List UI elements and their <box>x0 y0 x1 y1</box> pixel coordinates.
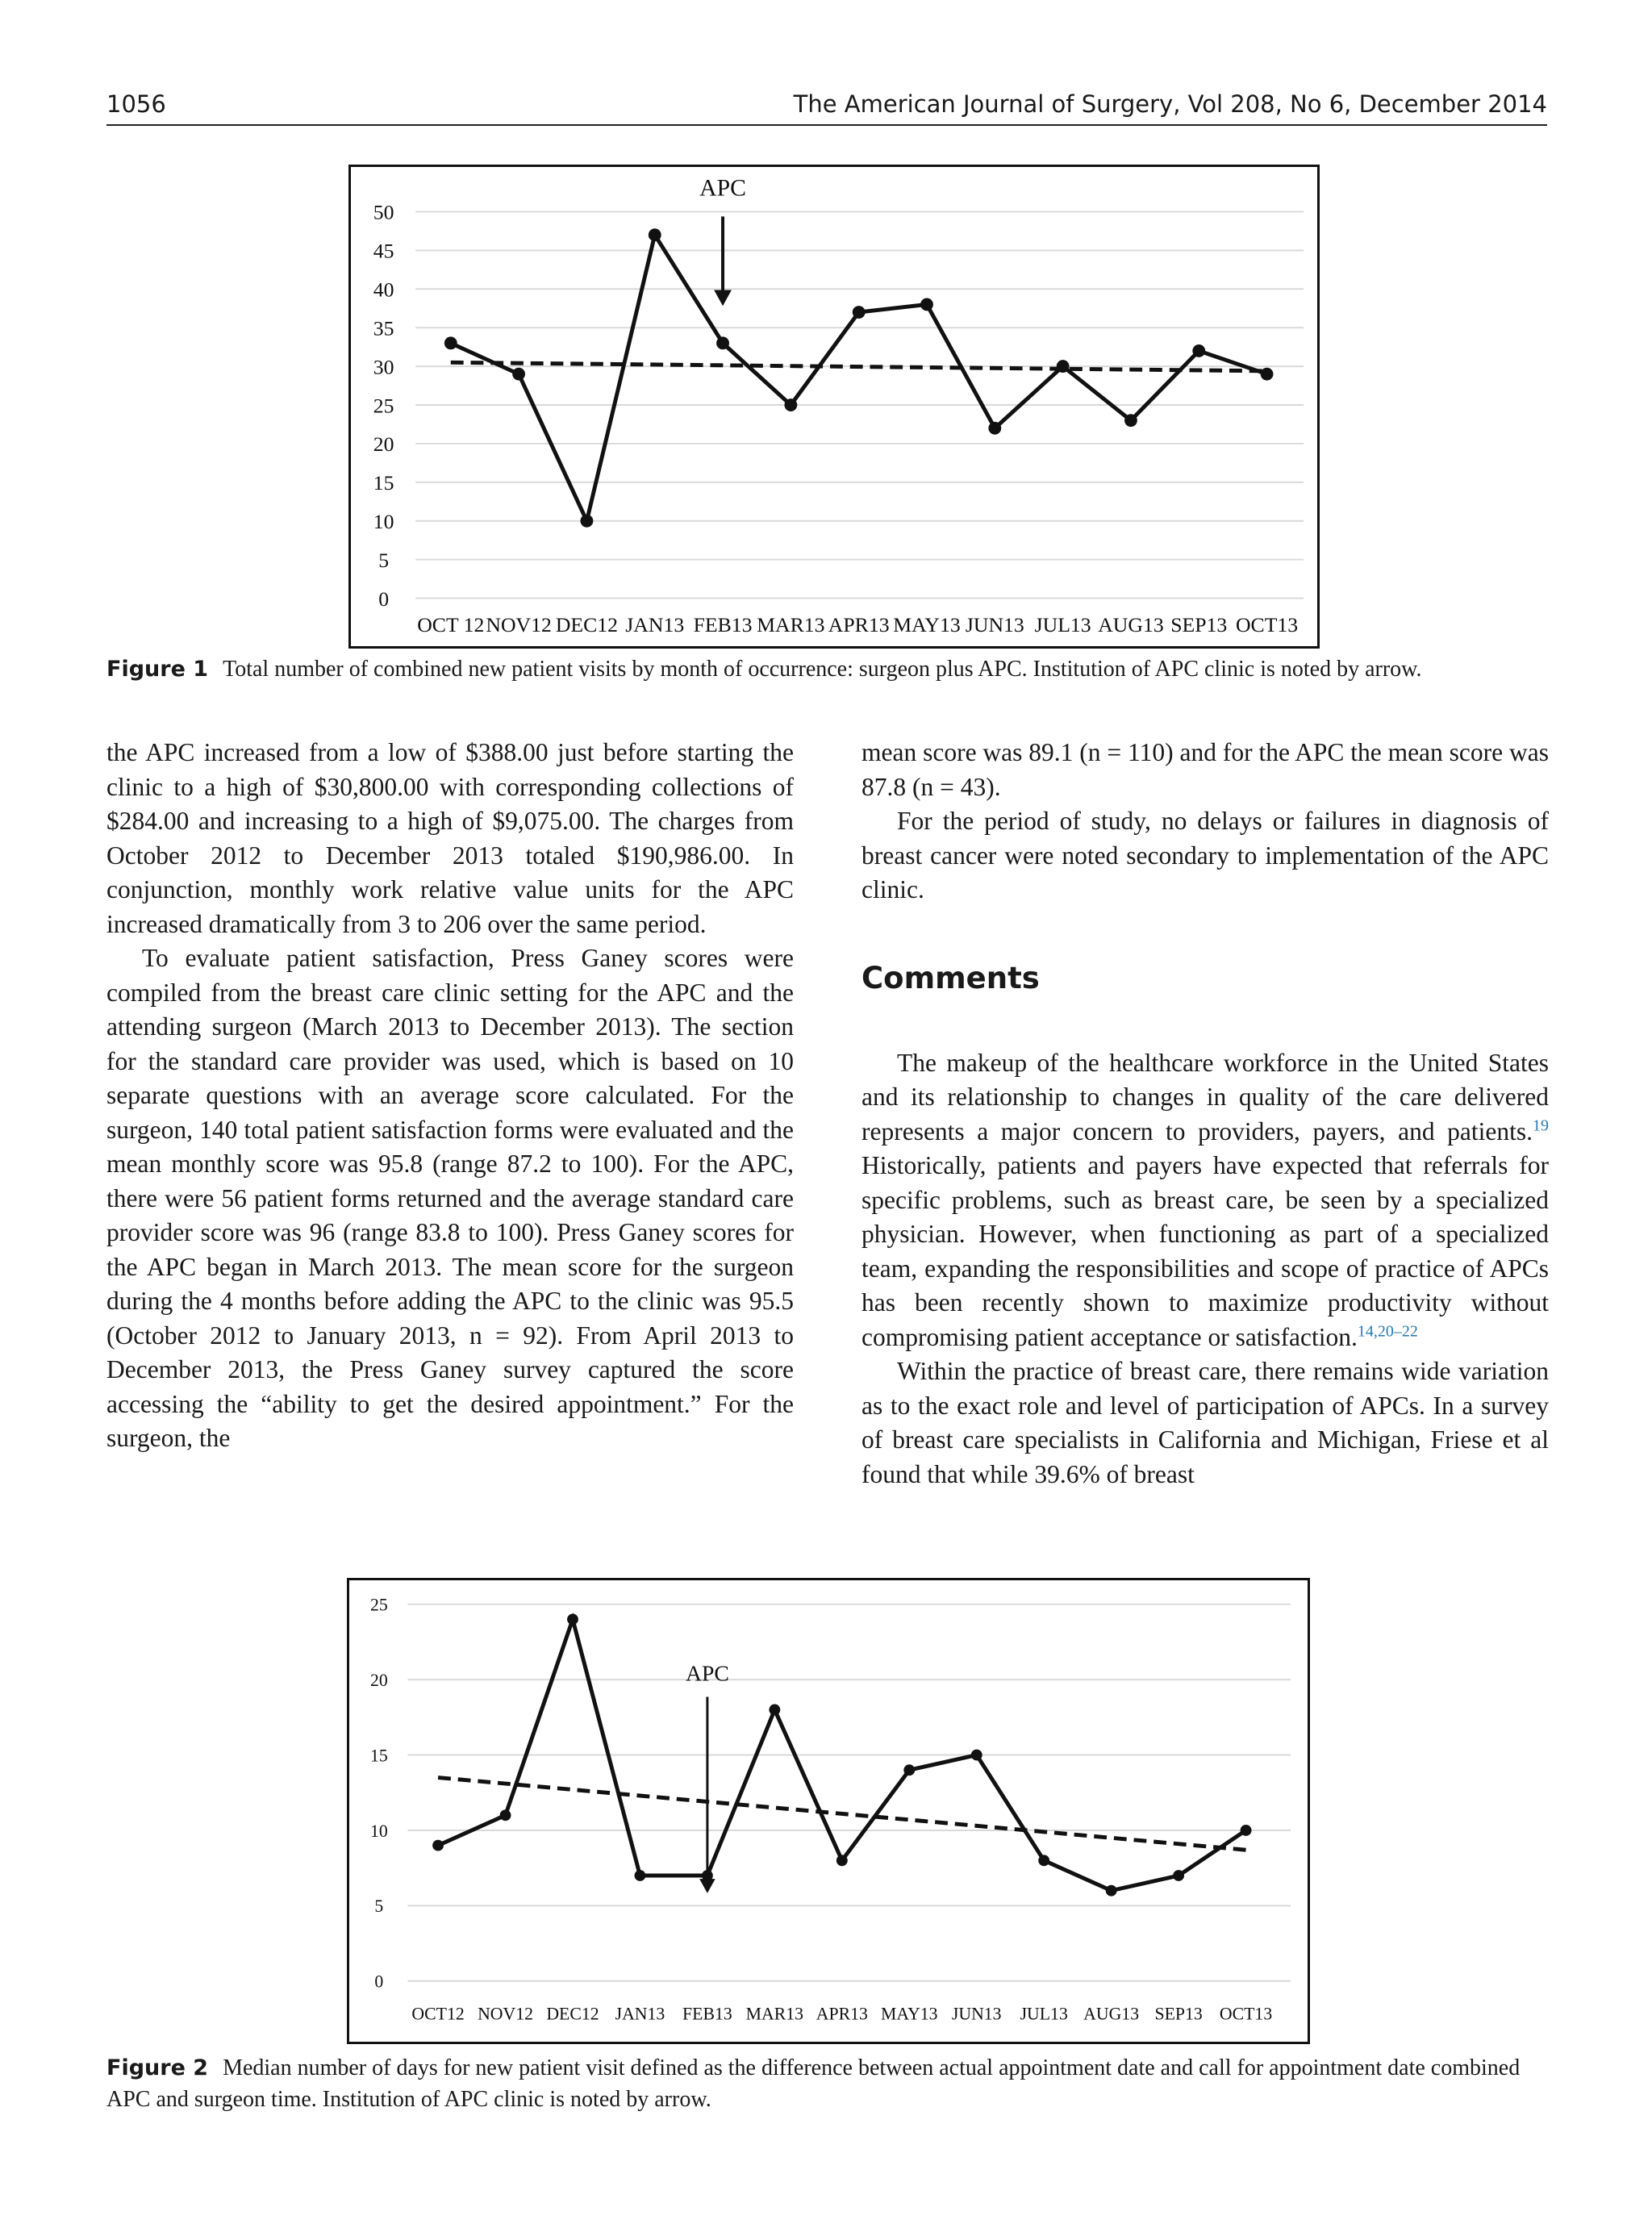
y-tick-label: 15 <box>373 471 394 495</box>
x-tick-label: OCT13 <box>1219 2004 1273 2024</box>
apc-annotation-label: APC <box>699 175 746 202</box>
figure-2-label: Figure 2 <box>106 2055 209 2080</box>
x-tick-label: JAN13 <box>625 613 685 637</box>
data-point <box>1173 1870 1184 1881</box>
data-point <box>444 336 457 349</box>
x-tick-label: JUL13 <box>1034 613 1091 637</box>
data-point <box>432 1840 444 1851</box>
x-tick-label: OCT 12 <box>417 613 485 637</box>
x-tick-label: OCT12 <box>411 2004 465 2024</box>
y-tick-label: 45 <box>373 239 394 263</box>
data-point <box>1124 414 1137 427</box>
right-paragraph-1: mean score was 89.1 (n = 110) and for the APC the mean score was 87.8 (n = 43). <box>861 738 1549 801</box>
data-point <box>836 1855 848 1866</box>
data-point <box>1057 360 1070 373</box>
data-point <box>1106 1885 1117 1897</box>
x-tick-label: AUG13 <box>1083 2004 1140 2024</box>
data-point <box>769 1705 780 1716</box>
x-tick-label: SEP13 <box>1170 613 1228 637</box>
data-point <box>903 1764 915 1776</box>
x-tick-label: FEB13 <box>693 613 753 637</box>
data-point <box>635 1870 646 1881</box>
y-tick-label: 30 <box>373 355 394 379</box>
figure-2-chart <box>347 1578 1310 2044</box>
left-column <box>106 736 794 1456</box>
section-heading-comments: Comments <box>861 960 1040 995</box>
y-tick-label: 40 <box>373 278 394 302</box>
figure-1-caption-text: Total number of combined new patient visits by month of occurrence: surgeon plus APC. Institution of APC clinic is noted by arrow. <box>223 657 1422 682</box>
data-point <box>649 228 661 241</box>
figure-2-caption <box>106 2052 1547 2115</box>
apc-arrow-head <box>714 290 732 306</box>
page-number: 1056 <box>106 90 166 118</box>
x-tick-label: JUN13 <box>965 613 1024 637</box>
data-point <box>567 1613 578 1625</box>
x-tick-label: NOV12 <box>486 613 552 637</box>
y-tick-label: 20 <box>373 432 394 457</box>
y-tick-label: 20 <box>369 1670 388 1690</box>
reference-link-14-22[interactable]: 14,20–22 <box>1357 1322 1418 1340</box>
data-point <box>784 399 797 411</box>
data-point <box>920 298 933 311</box>
data-point <box>971 1750 982 1761</box>
series-line <box>451 235 1267 521</box>
left-paragraph-1: the APC increased from a low of $388.00 just before starting the clinic to a high of $30,800.00 with corresponding collections of $284.00 and increasing to a high of $9,075.00. The charges from October 2012 to December 2013 totaled $190,986.00. In conjunction, monthly work relative value units for the APC increased dramatically from 3 to 206 over the same period. <box>106 738 794 938</box>
x-tick-label: AUG13 <box>1098 613 1164 637</box>
y-tick-label: 10 <box>373 510 394 534</box>
x-tick-label: MAY13 <box>893 613 961 637</box>
x-tick-label: SEP13 <box>1154 2004 1203 2024</box>
y-tick-label: 50 <box>373 200 394 224</box>
x-tick-label: JUL13 <box>1020 2004 1068 2024</box>
figure-1-chart <box>348 165 1320 649</box>
figure-2-svg <box>349 1580 1308 2042</box>
y-tick-label: 10 <box>369 1821 388 1841</box>
data-point <box>1038 1855 1049 1866</box>
x-tick-label: APR13 <box>816 2004 868 2024</box>
y-tick-label: 0 <box>374 1972 384 1992</box>
data-point <box>1192 344 1205 357</box>
data-point <box>988 422 1001 435</box>
y-tick-label: 5 <box>378 548 390 572</box>
x-tick-label: DEC12 <box>555 613 619 637</box>
figure-1-caption <box>106 653 1547 685</box>
y-tick-label: 25 <box>369 1595 388 1615</box>
x-tick-label: JUN13 <box>951 2004 1002 2024</box>
y-tick-label: 35 <box>373 316 394 340</box>
x-tick-label: MAR13 <box>745 2004 804 2024</box>
y-tick-label: 25 <box>373 394 394 418</box>
right-paragraph-4: Within the practice of breast care, there remains wide variation as to the exact role and level of participation of APCs. In a survey of breast care specialists in California and Michigan, Friese et al found that while 39.6% of breast <box>861 1357 1549 1488</box>
x-tick-label: APR13 <box>828 613 890 637</box>
data-point <box>1261 368 1274 381</box>
data-point <box>512 368 525 381</box>
left-paragraph-2: To evaluate patient satisfaction, Press Ganey scores were compiled from the breast care clinic setting for the APC and the attending surgeon (March 2013 to December 2013). The section for the standard care provider was used, which is based on 10 separate questions with an average score calculated. For the surgeon, 140 total patient satisfaction forms were evaluated and the mean monthly score was 95.8 (range 87.2 to 100). For the APC, there were 56 patient forms returned and the average standard care provider score was 96 (range 83.8 to 100). Press Ganey scores for the APC began in March 2013. The mean score for the surgeon during the 4 months before adding the APC to the clinic was 95.5 (October 2012 to January 2013, n = 92). From April 2013 to December 2013, the Press Ganey survey captured the score accessing the “ability to get the desired appointment.” For the surgeon, the <box>106 944 794 1452</box>
x-tick-label: MAY13 <box>881 2004 938 2024</box>
x-tick-label: MAR13 <box>757 613 825 637</box>
right-paragraph-2: For the period of study, no delays or failures in diagnosis of breast cancer were noted secondary to implementation of the APC clinic. <box>861 807 1549 903</box>
paragraph-3-text-continued: Historically, patients and payers have expected that referrals for specific problems, such as breast care, be seen by a specialized physician. However, when functioning as part of a specialized team, expanding the responsibilities and scope of practice of APCs has been recently shown to maximize productivity without compromising patient acceptance or satisfaction. <box>861 1151 1549 1351</box>
x-tick-label: FEB13 <box>682 2004 732 2024</box>
journal-reference: The American Journal of Surgery, Vol 208, No 6, December 2014 <box>793 90 1547 118</box>
y-tick-label: 15 <box>369 1746 388 1766</box>
x-tick-label: OCT13 <box>1235 613 1299 637</box>
reference-link-19[interactable]: 19 <box>1533 1116 1549 1134</box>
apc-arrow-head <box>699 1879 715 1893</box>
data-point <box>581 515 594 528</box>
right-column <box>861 736 1549 1492</box>
y-tick-label: 5 <box>374 1897 384 1917</box>
figure-1-svg <box>351 167 1317 646</box>
x-tick-label: JAN13 <box>615 2004 665 2024</box>
data-point <box>500 1809 511 1821</box>
page-header <box>106 87 1547 126</box>
apc-annotation-label: APC <box>685 1660 729 1686</box>
figure-1-label: Figure 1 <box>106 657 209 682</box>
figure-2-caption-text: Median number of days for new patient visit defined as the difference between actual appointment date and call for appointment date combined APC and surgeon time. Institution of APC clinic is noted by arrow. <box>106 2055 1521 2112</box>
data-point <box>853 306 866 319</box>
data-point <box>716 336 729 349</box>
right-paragraph-3 <box>861 1046 1549 1355</box>
x-tick-label: DEC12 <box>546 2004 599 2024</box>
y-tick-label: 0 <box>378 586 390 611</box>
data-point <box>1241 1825 1252 1836</box>
trend-line <box>438 1778 1245 1851</box>
paragraph-3-text: The makeup of the healthcare workforce in the United States and its relationship to changes in quality of the care delivered represents a major concern to providers, payers, and patients. <box>861 1048 1549 1145</box>
x-tick-label: NOV12 <box>478 2004 533 2024</box>
